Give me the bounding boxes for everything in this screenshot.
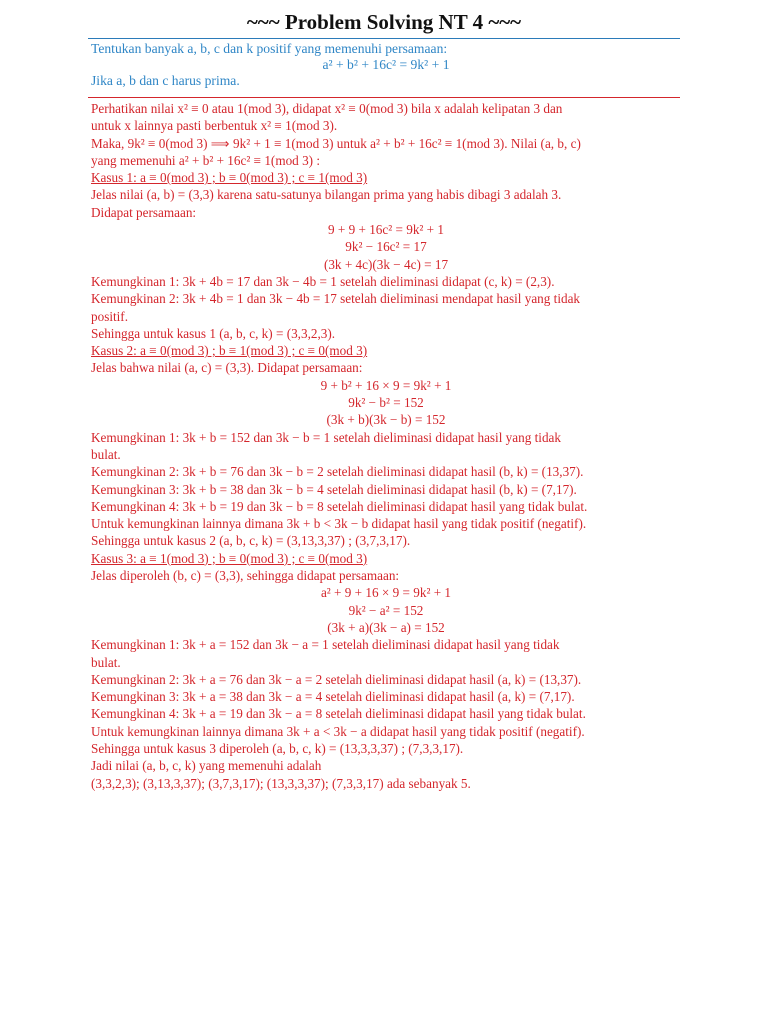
solution-line — [91, 238, 681, 255]
problem-divider — [88, 97, 680, 98]
solution-line-text: 9 + b² + 16 × 9 = 9k² + 1 — [320, 377, 452, 393]
solution-line-text: Kemungkinan 2: 3k + a = 76 dan 3k − a = 2 setelah dieliminasi didapat hasil (a, k) = (13,37). — [91, 671, 582, 687]
solution-line-text: (3k + a)(3k − a) = 152 — [327, 619, 445, 635]
solution-line-text: (3,3,2,3); (3,13,3,37); (3,7,3,17); (13,3,3,37); (7,3,3,17) ada sebanyak 5. — [91, 775, 471, 791]
solution-line-text: Untuk kemungkinan lainnya dimana 3k + b < 3k − b didapat hasil yang tidak positif (negatif). — [91, 516, 587, 532]
solution-line-text: Kemungkinan 3: 3k + b = 38 dan 3k − b = 4 setelah dieliminasi didapat hasil (b, k) = (7,17). — [91, 481, 577, 497]
solution-line-text: Kemungkinan 2: 3k + b = 76 dan 3k − b = 2 setelah dieliminasi didapat hasil (b, k) = (13,37). — [91, 464, 584, 480]
solution-line — [91, 256, 681, 273]
solution-line — [91, 775, 681, 792]
solution-line-text: Jelas nilai (a, b) = (3,3) karena satu-satunya bilangan prima yang habis dibagi 3 adalah 3. — [91, 187, 562, 203]
problem-line-text: Tentukan banyak a, b, c dan k positif yang memenuhi persamaan: — [91, 41, 448, 56]
solution-line — [91, 481, 681, 498]
solution-line — [91, 394, 681, 411]
solution-line-text: Kemungkinan 1: 3k + b = 152 dan 3k − b = 1 setelah dieliminasi didapat hasil yang tidak — [91, 429, 561, 445]
solution-line — [91, 671, 681, 688]
solution-line — [91, 117, 681, 134]
case-heading — [91, 550, 681, 567]
solution-line-text: (3k + b)(3k − b) = 152 — [326, 412, 446, 428]
problem-line — [91, 41, 681, 57]
solution-line-text: Kemungkinan 2: 3k + 4b = 1 dan 3k − 4b = 17 setelah dieliminasi mendapat hasil yang tidak — [91, 291, 581, 307]
solution-line — [91, 723, 681, 740]
solution-line-text: positif. — [91, 308, 128, 324]
solution-line — [91, 290, 681, 307]
solution-line — [91, 377, 681, 394]
solution-line — [91, 152, 681, 169]
solution-line-text: Kemungkinan 4: 3k + b = 19 dan 3k − b = 8 setelah dieliminasi didapat hasil yang tidak bulat. — [91, 498, 588, 514]
case-heading — [91, 169, 681, 186]
solution-line-text: Kasus 1: a ≡ 0(mod 3) ; b ≡ 0(mod 3) ; c ≡ 1(mod 3) — [91, 170, 368, 186]
page-title: ~~~ Problem Solving NT 4 ~~~ — [246, 10, 522, 34]
solution-line — [91, 636, 681, 653]
solution-line — [91, 654, 681, 671]
solution-line-text: Kasus 2: a ≡ 0(mod 3) ; b ≡ 1(mod 3) ; c ≡ 0(mod 3) — [91, 343, 368, 359]
problem-line — [91, 57, 681, 73]
problem-statement — [91, 41, 681, 89]
case-heading — [91, 342, 681, 359]
solution-line-text: Jelas bahwa nilai (a, c) = (3,3). Didapat persamaan: — [91, 360, 363, 376]
solution-line-text: (3k + 4c)(3k − 4c) = 17 — [323, 256, 449, 272]
solution-line-text: Jelas diperoleh (b, c) = (3,3), sehingga didapat persamaan: — [91, 568, 400, 584]
solution-line-text: 9k² − b² = 152 — [348, 395, 424, 411]
solution-line — [91, 515, 681, 532]
solution-line — [91, 532, 681, 549]
solution-line-text: Kemungkinan 1: 3k + a = 152 dan 3k − a = 1 setelah dieliminasi didapat hasil yang tidak — [91, 637, 560, 653]
solution-line — [91, 688, 681, 705]
solution-line-text: 9 + 9 + 16c² = 9k² + 1 — [327, 222, 445, 238]
solution-line — [91, 446, 681, 463]
solution-line-text: Perhatikan nilai x² ≡ 0 atau 1(mod 3), didapat x² ≡ 0(mod 3) bila x adalah kelipatan 3 dan — [91, 101, 563, 116]
problem-line-text: Jika a, b dan c harus prima. — [91, 73, 240, 88]
solution-line — [91, 757, 681, 774]
solution-line-text: 9k² − a² = 152 — [348, 602, 424, 618]
solution-line-text: Sehingga untuk kasus 3 diperoleh (a, b, c, k) = (13,3,3,37) ; (7,3,3,17). — [91, 740, 464, 756]
solution-line — [91, 325, 681, 342]
solution-line-text: bulat. — [91, 446, 121, 462]
solution-line — [91, 567, 681, 584]
solution-line-text: Jadi nilai (a, b, c, k) yang memenuhi adalah — [91, 758, 322, 774]
problem-line — [91, 73, 681, 89]
solution-line — [91, 740, 681, 757]
solution-line — [91, 498, 681, 515]
solution-line — [91, 602, 681, 619]
solution-line-text: Sehingga untuk kasus 1 (a, b, c, k) = (3,3,2,3). — [91, 325, 336, 341]
solution-line — [91, 411, 681, 428]
solution-line — [91, 100, 681, 117]
solution-line-text: bulat. — [91, 654, 121, 670]
solution-line — [91, 463, 681, 480]
title-divider — [88, 38, 680, 39]
solution-line-text: yang memenuhi a² + b² + 16c² ≡ 1(mod 3) : — [91, 152, 321, 168]
solution-line — [91, 135, 681, 152]
solution-line-text: Untuk kemungkinan lainnya dimana 3k + a < 3k − a didapat hasil yang tidak positif (negatif). — [91, 723, 585, 739]
solution-line-text: Kemungkinan 4: 3k + a = 19 dan 3k − a = 8 setelah dieliminasi didapat hasil yang tidak bulat. — [91, 706, 586, 722]
solution-line-text: untuk x lainnya pasti berbentuk x² ≡ 1(mod 3). — [91, 118, 338, 134]
solution-line-text: Didapat persamaan: — [91, 204, 197, 220]
solution-line-text: Maka, 9k² ≡ 0(mod 3) ⟹ 9k² + 1 ≡ 1(mod 3) untuk a² + b² + 16c² ≡ 1(mod 3). Nilai (a, b, c) — [91, 135, 581, 151]
solution-line — [91, 584, 681, 601]
problem-line-text: a² + b² + 16c² = 9k² + 1 — [322, 57, 450, 72]
solution-line-text: Kemungkinan 3: 3k + a = 38 dan 3k − a = 4 setelah dieliminasi didapat hasil (a, k) = (7,17). — [91, 689, 575, 705]
solution-line-text: a² + 9 + 16 × 9 = 9k² + 1 — [320, 585, 452, 601]
solution-line-text: Sehingga untuk kasus 2 (a, b, c, k) = (3,13,3,37) ; (3,7,3,17). — [91, 533, 411, 549]
solution-body — [91, 100, 681, 792]
solution-line — [91, 204, 681, 221]
solution-line — [91, 221, 681, 238]
solution-line-text: Kemungkinan 1: 3k + 4b = 17 dan 3k − 4b = 1 setelah dieliminasi didapat (c, k) = (2,3). — [91, 273, 555, 289]
solution-line — [91, 186, 681, 203]
solution-line — [91, 308, 681, 325]
solution-line — [91, 619, 681, 636]
solution-line — [91, 273, 681, 290]
solution-line-text: 9k² − 16c² = 17 — [345, 239, 427, 255]
solution-line — [91, 359, 681, 376]
solution-line-text: Kasus 3: a ≡ 1(mod 3) ; b ≡ 0(mod 3) ; c ≡ 0(mod 3) — [91, 550, 368, 566]
solution-line — [91, 429, 681, 446]
solution-line — [91, 705, 681, 722]
